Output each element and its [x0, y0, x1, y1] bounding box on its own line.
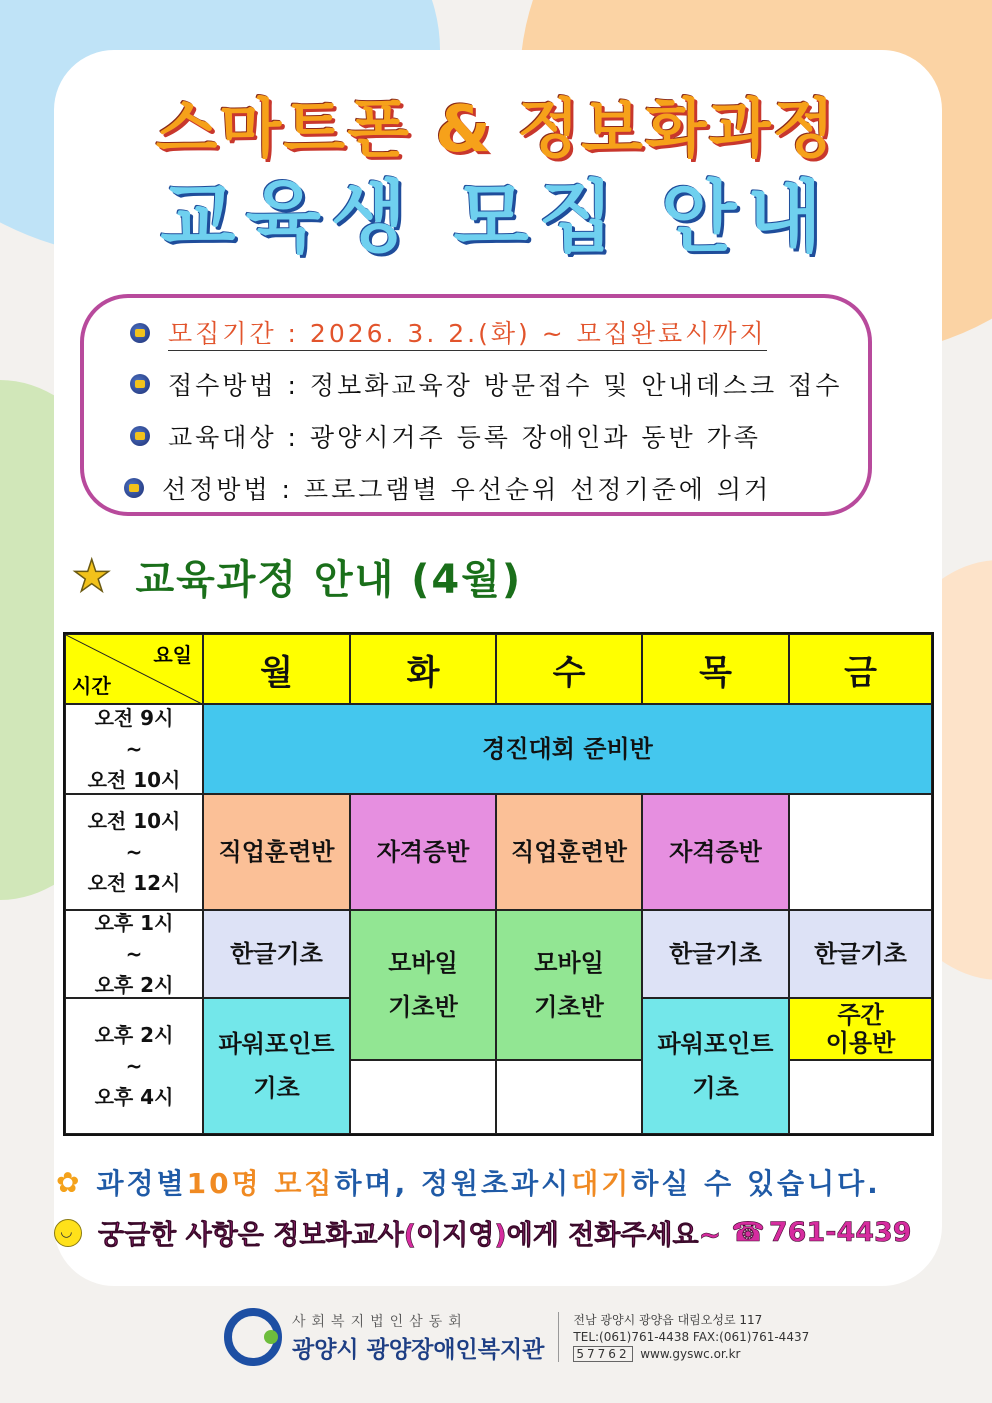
info-recruit-period: 모집기간 : 2026. 3. 2.(화) ~ 모집완료시까지	[130, 314, 767, 351]
empty-cell-fri-pm	[789, 1060, 932, 1134]
day-header-thu: 목	[642, 634, 789, 704]
arrow-bullet-icon	[130, 323, 150, 343]
course-weekly-fri: 주간 이용반	[789, 998, 932, 1060]
info-apply-method: 접수방법 : 정보화교육장 방문접수 및 안내데스크 접수	[130, 366, 842, 402]
course-job-mon: 직업훈련반	[203, 794, 350, 910]
section-title: ★ 교육과정 안내 (4월)	[72, 551, 523, 603]
course-ppt-thu: 파워포인트 기초	[642, 998, 789, 1134]
empty-cell-wed-pm	[496, 1060, 642, 1134]
course-job-wed: 직업훈련반	[496, 794, 642, 910]
day-header-tue: 화	[350, 634, 496, 704]
course-cert-thu: 자격증반	[642, 794, 789, 910]
course-mobile-wed: 모바일 기초반	[496, 910, 642, 1060]
day-header-wed: 수	[496, 634, 642, 704]
info-box	[80, 294, 872, 516]
info-selection: 선정방법 : 프로그램별 우선순위 선정기준에 의거	[124, 470, 771, 506]
smiley-icon	[54, 1219, 82, 1247]
title-line2: 교육생 모집 안내	[160, 173, 832, 263]
org-name: 광양시 광양장애인복지관	[292, 1336, 545, 1363]
arrow-bullet-icon	[130, 374, 150, 394]
star-icon: ★	[72, 551, 114, 602]
phone-icon: ☎	[731, 1217, 765, 1248]
course-mobile-tue: 모바일 기초반	[350, 910, 496, 1060]
course-cert-tue: 자격증반	[350, 794, 496, 910]
org-parent-name: 사회복지법인삼동회	[292, 1313, 468, 1330]
arrow-bullet-icon	[124, 478, 144, 498]
corner-day-label: 요일	[153, 643, 192, 667]
course-hangul-mon: 한글기초	[203, 910, 350, 998]
course-contest: 경진대회 준비반	[203, 704, 932, 794]
time-slot-3: 오후 1시 ~ 오후 2시	[65, 910, 203, 998]
empty-cell-fri-am	[789, 794, 932, 910]
org-logo-icon	[224, 1308, 282, 1366]
course-hangul-thu: 한글기초	[642, 910, 789, 998]
phone-number: 761-4439	[768, 1217, 912, 1248]
day-header-fri: 금	[789, 634, 932, 704]
corner-time-label: 시간	[72, 674, 111, 698]
footer-divider	[558, 1312, 559, 1362]
title-line1: 스마트폰 & 정보화과정	[155, 93, 837, 167]
time-slot-1: 오전 9시 ~ 오전 10시	[65, 704, 203, 794]
course-ppt-mon: 파워포인트 기초	[203, 998, 350, 1134]
empty-cell-tue-pm	[350, 1060, 496, 1134]
arrow-bullet-icon	[130, 426, 150, 446]
org-contact-info: 전남 광양시 광양읍 대림오성로 117 TEL:(061)761-4438 FAX:(061)761-4437 57762 www.gyswc.or.kr	[573, 1312, 810, 1361]
footer	[224, 1308, 809, 1366]
day-header-mon: 월	[203, 634, 350, 704]
corner-header-cell	[65, 634, 203, 704]
notice-contact: ◡ 궁금한 사항은 정보화교사(이지영)에게 전화주세요~ ☎ 761-4439	[54, 1213, 912, 1252]
sunflower-icon: ✿	[56, 1165, 83, 1199]
info-target: 교육대상 : 광양시거주 등록 장애인과 동반 가족	[130, 418, 761, 454]
course-hangul-fri: 한글기초	[789, 910, 932, 998]
schedule-table	[63, 632, 934, 1136]
time-slot-2: 오전 10시 ~ 오전 12시	[65, 794, 203, 910]
notice-recruit: ✿ 과정별 10명 모집 하며, 정원초과시 대기 하실 수 있습니다.	[56, 1165, 881, 1200]
time-slot-4: 오후 2시 ~ 오후 4시	[65, 998, 203, 1134]
